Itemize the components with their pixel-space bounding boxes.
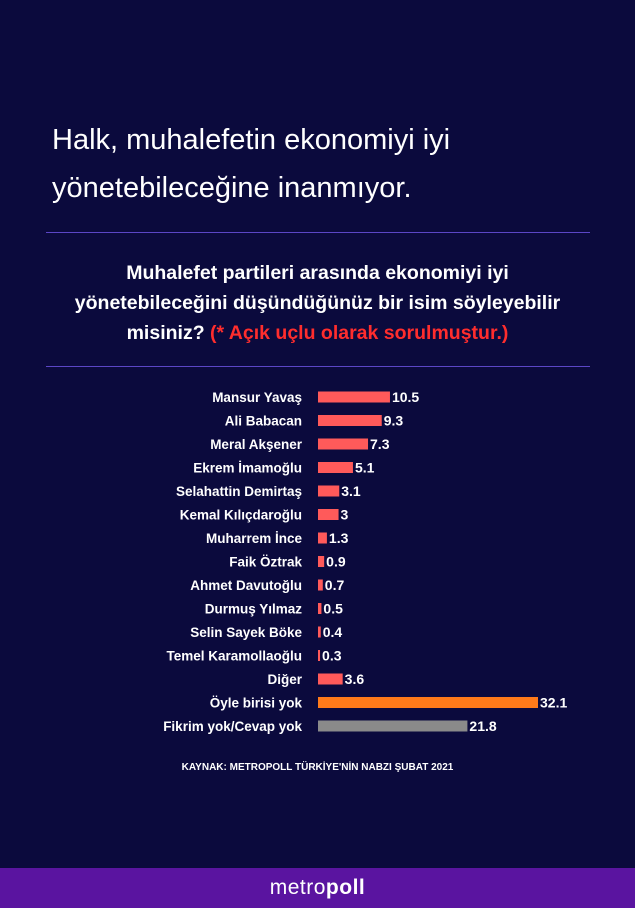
category-label: Ali Babacan — [224, 413, 302, 429]
value-label: 7.3 — [370, 436, 390, 452]
category-label: Ahmet Davutoğlu — [190, 578, 302, 593]
bar — [318, 392, 390, 403]
bar-chart — [0, 380, 635, 750]
value-label: 0.5 — [323, 600, 343, 617]
logo-part-1: metro — [269, 876, 326, 899]
survey-question — [30, 258, 605, 348]
bar — [318, 603, 321, 614]
headline-line-1: Halk, muhalefetin ekonomiyi iyi — [52, 124, 451, 156]
category-label: Temel Karamollaoğlu — [166, 648, 302, 664]
category-label: Selin Sayek Böke — [190, 625, 302, 640]
question-line-3: misiniz? — [126, 322, 205, 344]
value-label: 0.7 — [324, 577, 345, 593]
category-label: Mansur Yavaş — [212, 390, 302, 405]
value-label: 3.1 — [341, 483, 361, 499]
bar — [318, 462, 353, 473]
value-label: 9.3 — [383, 412, 404, 429]
footer-bar — [0, 868, 635, 908]
category-label: Muharrem İnce — [205, 531, 302, 546]
value-label: 21.8 — [469, 718, 497, 734]
value-label: 3.6 — [344, 671, 365, 687]
bar — [318, 580, 323, 591]
bar — [318, 674, 343, 685]
value-label: 0.9 — [326, 553, 346, 570]
category-label: Diğer — [267, 672, 302, 687]
value-label: 5.1 — [354, 459, 375, 476]
bar — [318, 415, 382, 426]
bar — [318, 697, 538, 708]
category-label: Ekrem İmamoğlu — [193, 460, 302, 476]
value-label: 32.1 — [540, 694, 568, 711]
category-label: Fikrim yok/Cevap yok — [163, 719, 302, 734]
bar — [318, 556, 324, 567]
bar — [318, 509, 339, 520]
question-note: (* Açık uçlu olarak sorulmuştur.) — [210, 322, 509, 344]
source-note: KAYNAK: METROPOLL TÜRKİYE'NİN NABZI ŞUBAT 2021 — [181, 762, 454, 773]
bar — [318, 486, 339, 497]
bottom-divider — [46, 366, 590, 367]
category-label: Durmuş Yılmaz — [204, 601, 302, 617]
question-line-2: yönetebileceğini düşündüğünüz bir isim söyleyebilir — [74, 292, 561, 314]
logo-part-2: poll — [325, 876, 366, 899]
top-divider — [46, 232, 590, 233]
category-label: Öyle birisi yok — [209, 695, 302, 711]
bar — [318, 650, 320, 661]
category-label: Faik Öztrak — [229, 554, 302, 570]
bar — [318, 439, 368, 450]
bar — [318, 627, 321, 638]
category-label: Meral Akşener — [210, 437, 302, 452]
question-line-1: Muhalefet partileri arasında ekonomiyi iyi — [126, 262, 509, 284]
value-label: 1.3 — [328, 530, 349, 546]
bar — [318, 721, 467, 732]
value-label: 3 — [340, 506, 349, 523]
headline-line-2: yönetebileceğine inanmıyor. — [52, 172, 412, 204]
metropoll-logo — [270, 876, 366, 900]
bar — [318, 533, 327, 544]
value-label: 0.3 — [322, 647, 342, 664]
value-label: 10.5 — [391, 389, 420, 405]
headline — [52, 116, 592, 212]
value-label: 0.4 — [322, 624, 343, 640]
category-label: Selahattin Demirtaş — [175, 484, 302, 499]
category-label: Kemal Kılıçdaroğlu — [179, 507, 302, 523]
